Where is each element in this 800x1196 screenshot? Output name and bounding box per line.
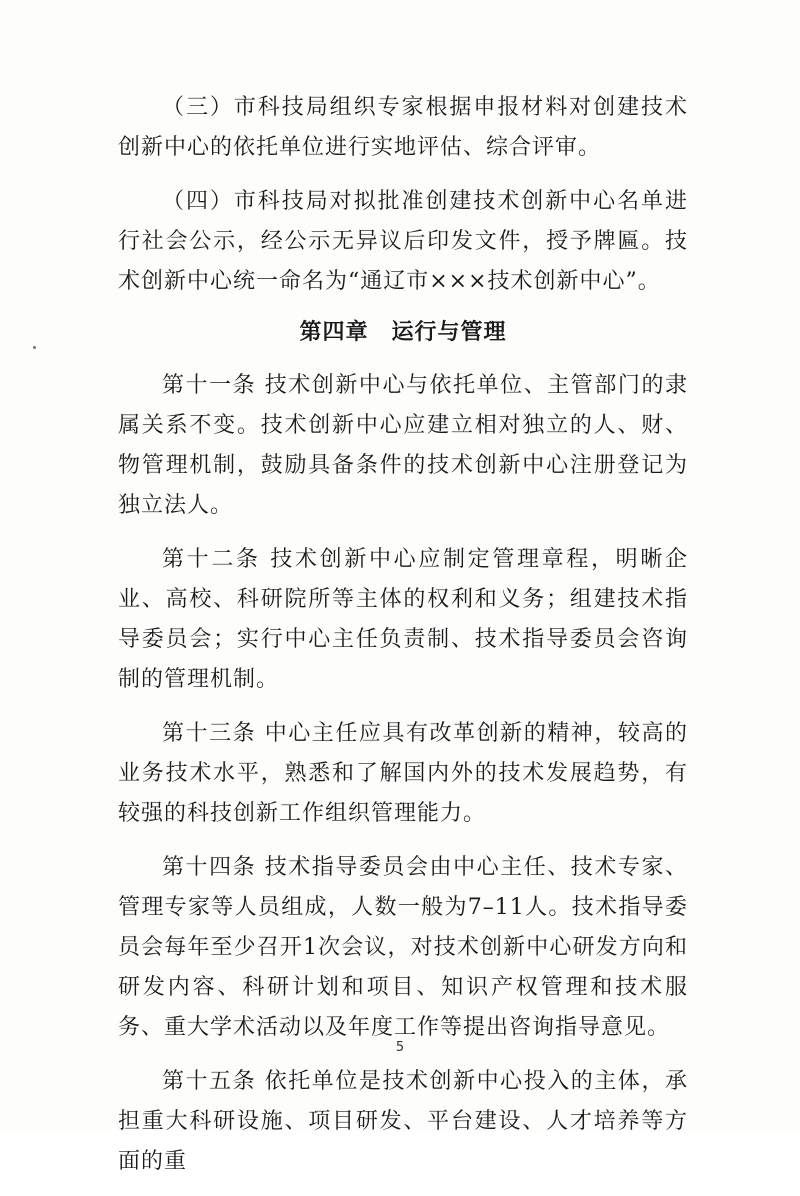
- article-11: 第十一条 技术创新中心与依托单位、主管部门的隶属关系不变。技术创新中心应建立相对独立的人、财、物管理机制，鼓励具备条件的技术创新中心注册登记为独立法人。: [118, 373, 688, 518]
- article-15: 第十五条 依托单位是技术创新中心投入的主体，承担重大科研设施、项目研发、平台建设、人才培养等方面的重: [118, 1069, 688, 1174]
- page-number: 5: [395, 1040, 405, 1055]
- document-body: [118, 88, 688, 1196]
- article-13: 第十三条 中心主任应具有改革创新的精神，较高的业务技术水平，熟悉和了解国内外的技术发展趋势，有较强的科技创新工作组织管理能力。: [118, 721, 688, 826]
- paragraph-item-4: （四）市科技局对拟批准创建技术创新中心名单进行社会公示，经公示无异议后印发文件，授予牌匾。技术创新中心统一命名为“通辽市×××技术创新中心”。: [118, 189, 688, 294]
- article-14: 第十四条 技术指导委员会由中心主任、技术专家、管理专家等人员组成，人数一般为7–11人。技术指导委员会每年至少召开1次会议，对技术创新中心研发方向和研发内容、科研计划和项目、知识产权管理和技术服务、重大学术活动以及年度工作等提出咨询指导意见。: [118, 855, 688, 1040]
- chapter-title: 第四章 运行与管理: [299, 320, 507, 345]
- scan-speck: [33, 346, 36, 349]
- article-12: 第十二条 技术创新中心应制定管理章程，明晰企业、高校、科研院所等主体的权利和义务；组建技术指导委员会；实行中心主任负责制、技术指导委员会咨询制的管理机制。: [118, 547, 688, 692]
- paragraph-item-3: （三）市科技局组织专家根据申报材料对创建技术创新中心的依托单位进行实地评估、综合评审。: [118, 95, 688, 160]
